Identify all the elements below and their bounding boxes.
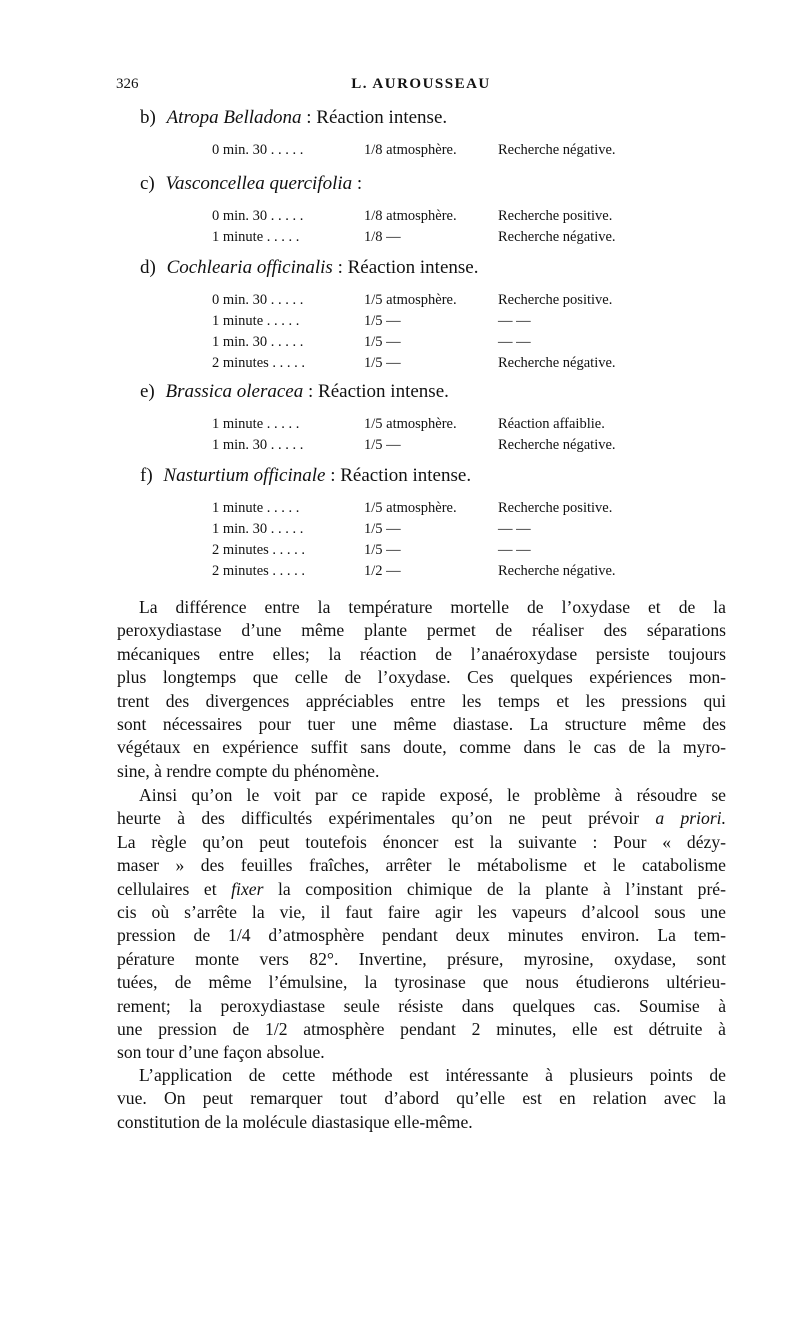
- body-paragraph: [117, 596, 726, 783]
- body-paragraph: [117, 1064, 726, 1134]
- text-span: heurte à des difficultés expérimentales qu’on ne peut prévoir: [117, 808, 640, 829]
- table-row: [212, 437, 616, 458]
- table-row: [212, 313, 531, 334]
- section-label: c): [140, 173, 155, 194]
- text-line: L’application de cette méthode est intéressante à plusieurs points de: [139, 1065, 726, 1085]
- pressure-cell: 1/5 —: [364, 437, 401, 453]
- time-cell: 1 minute . . . . .: [212, 229, 300, 245]
- species-name: Atropa Belladona: [166, 107, 302, 128]
- time-cell: 0 min. 30 . . . . .: [212, 142, 304, 158]
- time-cell: 1 minute . . . . .: [212, 500, 300, 516]
- text-line: La règle qu’on peut toutefois énoncer est la suivante : Pour « dézy-: [117, 831, 726, 852]
- text-line: une pression de 1/2 atmosphère pendant 2 minutes, elle est détruite à: [117, 1019, 726, 1040]
- result-cell: Recherche négative.: [498, 437, 616, 453]
- pressure-cell: 1/8 —: [364, 229, 401, 245]
- result-cell: — —: [498, 542, 531, 558]
- table-row: [212, 355, 616, 376]
- pressure-cell: 1/5 —: [364, 542, 401, 558]
- body-paragraph: [117, 784, 726, 1065]
- pressure-cell: 1/2 —: [364, 563, 401, 579]
- section-label: f): [140, 465, 153, 486]
- measurement-table: [212, 292, 616, 376]
- text-line: tuées, de même l’émulsine, la tyrosinase que nous étudierons ultérieu-: [117, 972, 726, 993]
- section-heading: [140, 106, 447, 130]
- time-cell: 2 minutes . . . . .: [212, 355, 306, 371]
- result-cell: Recherche négative.: [498, 229, 616, 245]
- section-label: d): [140, 257, 156, 278]
- text-line: maser » des feuilles fraîches, arrêter le métabolisme et le catabolisme: [117, 855, 726, 876]
- measurement-table: [212, 208, 616, 250]
- result-cell: Recherche négative.: [498, 563, 616, 579]
- text-line: sont nécessaires pour tuer une même diastase. La structure même des: [117, 714, 726, 735]
- time-cell: 1 minute . . . . .: [212, 416, 300, 432]
- table-row: [212, 292, 613, 313]
- result-cell: Recherche positive.: [498, 500, 613, 516]
- section-label: e): [140, 381, 155, 402]
- time-cell: 1 min. 30 . . . . .: [212, 521, 304, 537]
- table-row: [212, 229, 616, 250]
- section-note: : Réaction intense.: [330, 465, 472, 486]
- text-line: son tour d’une façon absolue.: [117, 1042, 325, 1063]
- text-span: la composition chimique de la plante à l’instant pré-: [278, 878, 726, 899]
- result-cell: Recherche négative.: [498, 142, 616, 158]
- pressure-cell: 1/5 —: [364, 521, 401, 537]
- table-row: [212, 563, 616, 584]
- text-line: cis où s’arrête la vie, il faut faire agir les vapeurs d’alcool sous une: [117, 902, 726, 923]
- text-line: végétaux en expérience suffit sans doute, comme dans le cas de la myro-: [117, 737, 726, 758]
- table-row: [212, 142, 616, 163]
- result-cell: Réaction affaiblie.: [498, 416, 605, 432]
- pressure-cell: 1/5 atmosphère.: [364, 500, 457, 516]
- text-line: trent des divergences appréciables entre les temps et les pressions qui: [117, 690, 726, 711]
- pressure-cell: 1/5 —: [364, 313, 401, 329]
- text-line: rement; la peroxydiastase seule résiste dans quelques cas. Soumise à: [117, 995, 726, 1016]
- text-line: mécaniques entre elles; la réaction de l’anaéroxydase persiste toujours: [117, 643, 726, 664]
- result-cell: Recherche négative.: [498, 355, 616, 371]
- text-line: peroxydiastase d’une même plante permet de réaliser des séparations: [117, 620, 726, 641]
- result-cell: — —: [498, 334, 531, 350]
- time-cell: 0 min. 30 . . . . .: [212, 208, 304, 224]
- text-line: sine, à rendre compte du phénomène.: [117, 760, 380, 781]
- text-line: constitution de la molécule diastasique elle-même.: [117, 1111, 473, 1132]
- time-cell: 2 minutes . . . . .: [212, 542, 306, 558]
- running-title: L. AUROUSSEAU: [351, 76, 491, 92]
- measurement-table: [212, 142, 616, 163]
- species-name: Vasconcellea quercifolia: [165, 173, 353, 194]
- section-note: : Réaction intense.: [306, 107, 448, 128]
- pressure-cell: 1/5 —: [364, 334, 401, 350]
- pressure-cell: 1/5 atmosphère.: [364, 292, 457, 308]
- table-row: [212, 500, 613, 521]
- pressure-cell: 1/8 atmosphère.: [364, 208, 457, 224]
- text-line: pression de 1/4 d’atmosphère pendant deux minutes environ. La tem-: [117, 925, 726, 946]
- species-name: Nasturtium officinale: [163, 465, 326, 486]
- time-cell: 1 min. 30 . . . . .: [212, 437, 304, 453]
- result-cell: Recherche positive.: [498, 208, 613, 224]
- italic-phrase: a priori.: [655, 808, 726, 829]
- text-span: cellulaires et: [117, 878, 217, 899]
- section-f: [140, 464, 616, 584]
- table-row: [212, 334, 531, 355]
- table-row: [212, 542, 531, 563]
- section-c: [140, 172, 616, 250]
- section-d: [140, 256, 616, 376]
- text-line: plus longtemps que celle de l’oxydase. Ces quelques expériences mon-: [117, 667, 726, 688]
- pressure-cell: 1/5 —: [364, 355, 401, 371]
- section-heading: [140, 172, 362, 196]
- time-cell: 0 min. 30 . . . . .: [212, 292, 304, 308]
- italic-phrase: fixer: [231, 878, 264, 899]
- species-name: Brassica oleracea: [165, 381, 304, 402]
- time-cell: 1 min. 30 . . . . .: [212, 334, 304, 350]
- measurement-table: [212, 416, 616, 458]
- pressure-cell: 1/5 atmosphère.: [364, 416, 457, 432]
- time-cell: 1 minute . . . . .: [212, 313, 300, 329]
- text-line: La différence entre la température mortelle de l’oxydase et de la: [139, 597, 726, 617]
- result-cell: — —: [498, 313, 531, 329]
- result-cell: Recherche positive.: [498, 292, 613, 308]
- section-b: [140, 106, 616, 163]
- text-line: vue. On peut remarquer tout d’abord qu’elle est en relation avec la: [117, 1088, 726, 1109]
- table-row: [212, 521, 531, 542]
- page-number: 326: [116, 76, 139, 92]
- section-heading: [140, 380, 449, 404]
- section-e: [140, 380, 616, 458]
- measurement-table: [212, 500, 616, 584]
- section-label: b): [140, 107, 156, 128]
- text-line: [117, 807, 726, 830]
- text-line: pérature monte vers 82°. Invertine, présure, myrosine, oxydase, sont: [117, 948, 726, 969]
- section-note: :: [356, 173, 363, 194]
- text-line: Ainsi qu’on le voit par ce rapide exposé, le problème à résoudre se: [139, 785, 726, 805]
- table-row: [212, 416, 605, 437]
- text-line: [117, 878, 726, 901]
- section-note: : Réaction intense.: [308, 381, 449, 402]
- pressure-cell: 1/8 atmosphère.: [364, 142, 457, 158]
- page-header: [116, 76, 726, 98]
- result-cell: — —: [498, 521, 531, 537]
- section-heading: [140, 256, 478, 280]
- section-heading: [140, 464, 471, 488]
- species-name: Cochlearia officinalis: [166, 257, 333, 278]
- table-row: [212, 208, 613, 229]
- time-cell: 2 minutes . . . . .: [212, 563, 306, 579]
- section-note: : Réaction intense.: [337, 257, 479, 278]
